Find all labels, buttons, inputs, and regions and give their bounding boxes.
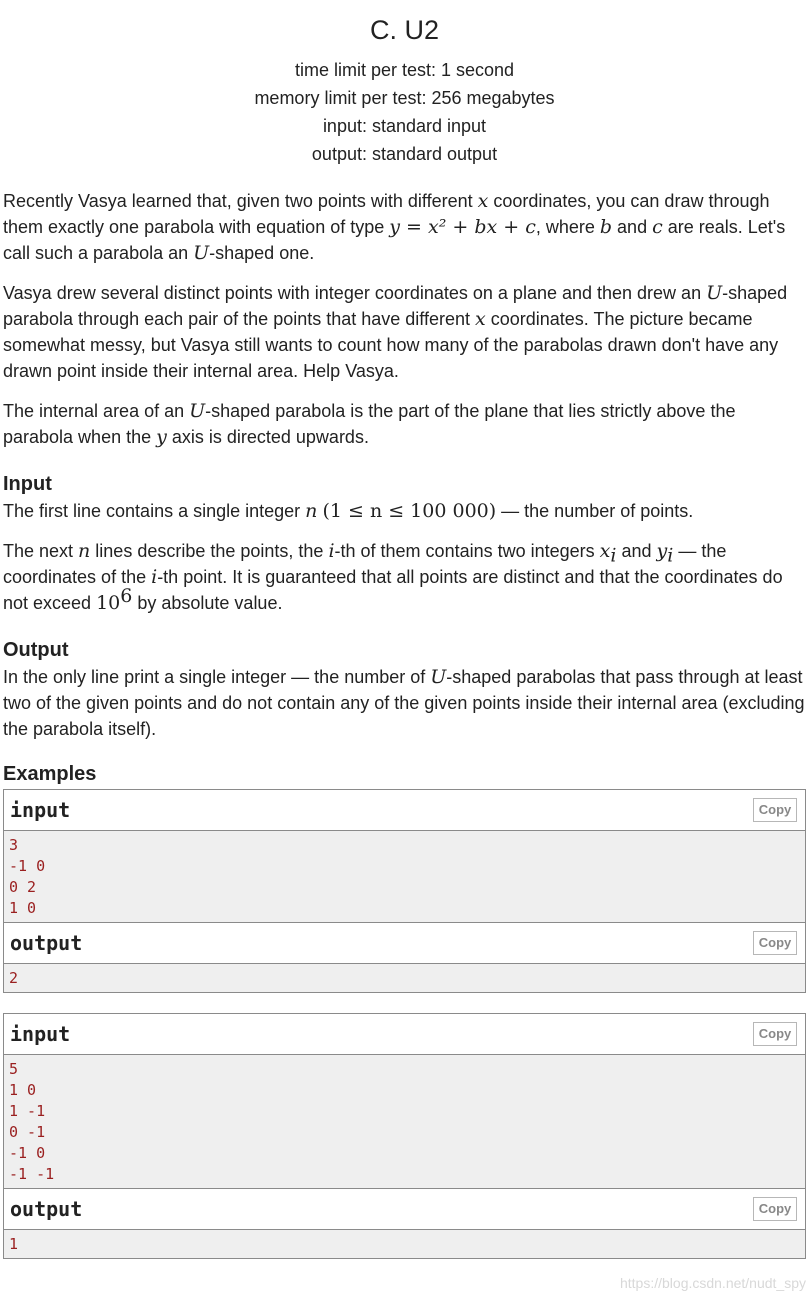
input-line: 5	[9, 1060, 19, 1078]
example-2-input	[4, 1055, 805, 1189]
legend-paragraph-1: Recently Vasya learned that, given two points with different x coordinates, you can draw through them exactly one parabola with equation of type y = x² + bx + c, where b and c are reals. Let's call such a parabola an U-shaped one.	[3, 190, 786, 264]
input-spec: input: standard input	[322, 116, 487, 136]
input-paragraph-1: The first line contains a single integer n (1 ≤ n ≤ 100 000) — the number of points.	[3, 500, 694, 522]
copy-input-button[interactable]: Copy	[753, 798, 797, 822]
output-line: 1	[9, 1235, 19, 1253]
copy-output-button[interactable]: Copy	[753, 931, 797, 955]
problem-title: C. U2	[369, 15, 440, 45]
example-2-output	[4, 1230, 805, 1258]
example-2	[3, 1013, 806, 1259]
examples-title: Examples	[3, 763, 97, 785]
problem-statement	[3, 0, 806, 1259]
output-spec: output: standard output	[311, 144, 498, 164]
problem-limits	[3, 56, 806, 168]
input-line: 3	[9, 836, 19, 854]
legend-paragraph-2: Vasya drew several distinct points with integer coordinates on a plane and then drew an U-shaped parabola through each pair of the points that have different x coordinates. The picture became somewhat messy, but Vasya still wants to count how many of the parabolas drawn don't have any drawn point inside their internal area. Help Vasya.	[3, 282, 788, 381]
time-limit: time limit per test: 1 second	[294, 60, 515, 80]
example-1-output-header	[4, 923, 805, 964]
copy-output-button[interactable]: Copy	[753, 1197, 797, 1221]
copy-input-button[interactable]: Copy	[753, 1022, 797, 1046]
example-2-output-header	[4, 1189, 805, 1230]
example-1-input	[4, 831, 805, 923]
output-line: 2	[9, 969, 19, 987]
example-2-input-header	[4, 1014, 805, 1055]
input-label: input	[10, 1022, 71, 1046]
output-section-title: Output	[3, 639, 69, 661]
example-1	[3, 789, 806, 993]
input-line: 1 -1	[9, 1102, 46, 1120]
input-line: -1 0	[9, 1144, 46, 1162]
input-line: -1 0	[9, 857, 46, 875]
legend-paragraph-3: The internal area of an U-shaped parabola is the part of the plane that lies strictly above the parabola when the y axis is directed upwards.	[3, 400, 736, 448]
memory-limit: memory limit per test: 256 megabytes	[254, 88, 555, 108]
input-label: input	[10, 798, 71, 822]
input-section-title: Input	[3, 473, 52, 495]
output-label: output	[10, 1197, 83, 1221]
input-line: 0 -1	[9, 1123, 46, 1141]
input-paragraph-2: The next n lines describe the points, the i-th of them contains two integers $x_i$ and $y_i$ — the coordinates of the i-th point. It is guaranteed that all points are distinct and that the coordinates do not exceed $10^6$ by absolute value.	[3, 540, 783, 614]
input-line: -1 -1	[9, 1165, 55, 1183]
example-1-output	[4, 964, 805, 992]
input-line: 1 0	[9, 1081, 37, 1099]
watermark: https://blog.csdn.net/nudt_spy	[619, 1275, 806, 1291]
example-1-input-header	[4, 790, 805, 831]
input-line: 1 0	[9, 899, 37, 917]
output-paragraph: In the only line print a single integer — the number of U-shaped parabolas that pass through at least two of the given points and do not contain any of the given points inside their internal area (excluding the parabola itself).	[3, 666, 805, 739]
input-line: 0 2	[9, 878, 37, 896]
output-label: output	[10, 931, 83, 955]
